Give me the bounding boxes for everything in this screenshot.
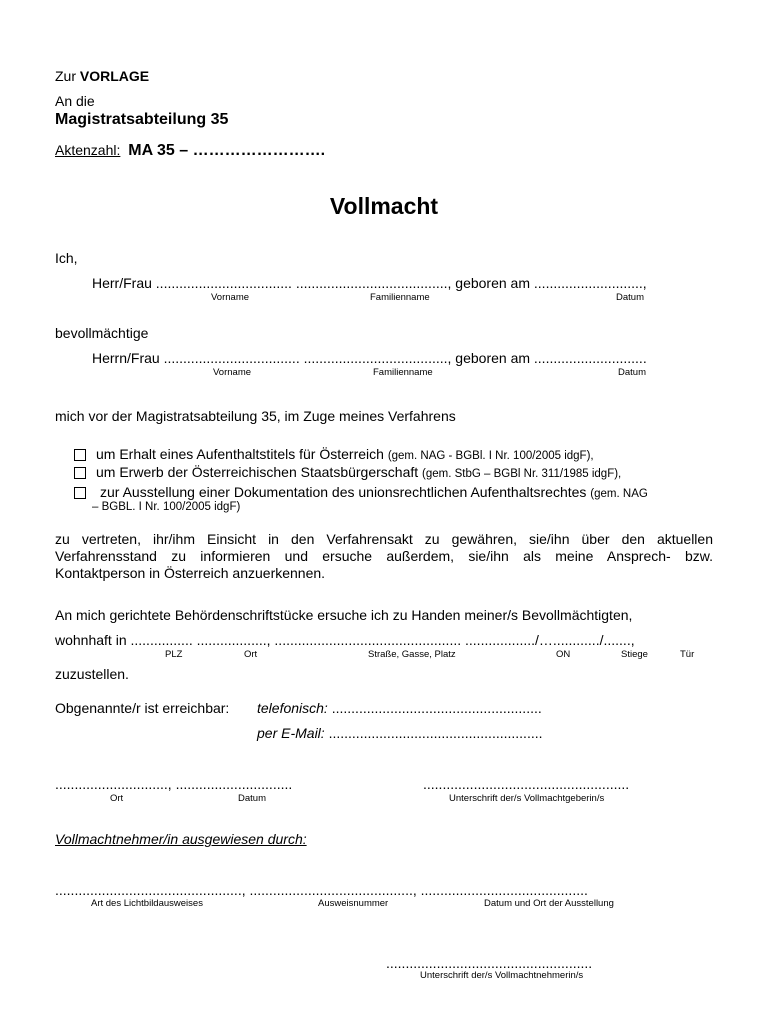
agent-label-datum: Datum xyxy=(618,367,646,378)
agent-label-vorname: Vorname xyxy=(213,367,252,378)
principal-label-datum: Datum xyxy=(616,292,644,303)
option-dokumentation-ref-continued: – BGBL. I Nr. 100/2005 idgF) xyxy=(92,501,241,513)
signature1-place-date-dots: ............................., .............................. xyxy=(55,776,293,792)
reachable-label: Obgenannte/r ist erreichbar: xyxy=(55,700,230,716)
address-label-plz: PLZ xyxy=(165,649,183,660)
header-zur: Zur xyxy=(55,68,76,84)
aktenzahl-label: Aktenzahl: xyxy=(55,142,121,158)
id-label-art: Art des Lichtbildausweises xyxy=(91,898,203,909)
paragraph-line-3: Kontaktperson in Österreich anzuerkennen. xyxy=(55,565,326,581)
id-label-datum-ort: Datum und Ort der Ausstellung xyxy=(484,898,614,909)
signature1-signature-dots: ..................................................... xyxy=(423,776,630,792)
bevollmaechtige-label: bevollmächtige xyxy=(55,325,149,341)
zuzustellen-text: zuzustellen. xyxy=(55,666,129,682)
address-label-stiege: Stiege xyxy=(621,649,648,660)
paragraph-line-2: Verfahrensstand zu informieren und ersuche außerdem, sie/ihn als meine Ansprech- bzw. xyxy=(55,548,713,564)
option-dokumentation-label: zur Ausstellung einer Dokumentation des unionsrechtlichen Aufenthaltsrechtes xyxy=(100,484,587,500)
option-aufenthaltstitel-ref: (gem. NAG - BGBl. I Nr. 100/2005 idgF), xyxy=(387,450,594,462)
principal-label-familienname: Familienname xyxy=(370,292,430,303)
option-aufenthaltstitel-label: um Erhalt eines Aufenthaltstitels für Österreich xyxy=(96,446,384,462)
id-label-nummer: Ausweisnummer xyxy=(318,898,389,909)
identified-heading: Vollmachtnehmer/in ausgewiesen durch: xyxy=(55,831,307,847)
option-aufenthaltstitel xyxy=(96,446,594,465)
paragraph-line-1: zu vertreten, ihr/ihm Einsicht in den Verfahrensakt zu gewähren, sie/ihn über den aktuellen xyxy=(55,531,713,547)
reachable-phone xyxy=(257,700,542,717)
option-staatsbuergerschaft-label: um Erwerb der Österreichischen Staatsbürgerschaft xyxy=(96,464,419,480)
delivery-text: An mich gerichtete Behördenschriftstücke ersuche ich zu Handen meiner/s Bevollmächtigten, xyxy=(55,607,633,623)
signature1-label-unterschrift: Unterschrift der/s Vollmachtgeberin/s xyxy=(449,793,605,804)
signature2-label: Unterschrift der/s Vollmachtnehmerin/s xyxy=(420,970,584,981)
principal-label-vorname: Vorname xyxy=(211,292,250,303)
email-label: per E-Mail: xyxy=(257,725,325,741)
header-aktenzahl xyxy=(55,142,325,159)
phone-dots: ...................................................... xyxy=(331,700,542,716)
reachable-email xyxy=(257,725,543,742)
header-vorlage: VORLAGE xyxy=(79,68,150,84)
ich-label: Ich, xyxy=(55,250,78,266)
aktenzahl-value: MA 35 – ……………………. xyxy=(128,142,326,159)
id-line: ................................................, .........................................., ........................................... xyxy=(55,882,588,898)
email-dots: ....................................................... xyxy=(328,725,543,741)
address-label-strasse: Straße, Gasse, Platz xyxy=(368,649,456,660)
address-line: wohnhaft in ................ .................., ................................................ ................../…............/......., xyxy=(55,632,635,648)
address-label-on: ON xyxy=(556,649,571,660)
phone-label: telefonisch: xyxy=(257,700,328,716)
address-label-tuer: Tür xyxy=(680,649,695,660)
option-staatsbuergerschaft-checkbox[interactable] xyxy=(74,467,86,479)
signature1-label-datum: Datum xyxy=(238,793,266,804)
option-dokumentation-checkbox[interactable] xyxy=(74,487,86,499)
option-aufenthaltstitel-checkbox[interactable] xyxy=(74,449,86,461)
principal-line: Herr/Frau ................................... ......................................., geboren am ............................, xyxy=(92,275,647,291)
header-zur-vorlage xyxy=(55,68,149,85)
agent-label-familienname: Familienname xyxy=(373,367,433,378)
option-staatsbuergerschaft-ref: (gem. StbG – BGBl Nr. 311/1985 idgF), xyxy=(422,468,622,480)
option-staatsbuergerschaft xyxy=(96,464,621,483)
signature1-label-ort: Ort xyxy=(110,793,124,804)
intro-text: mich vor der Magistratsabteilung 35, im Zuge meines Verfahrens xyxy=(55,408,456,424)
page-title: Vollmacht xyxy=(329,193,439,219)
agent-line: Herrn/Frau ................................... ....................................., geboren am ............................. xyxy=(92,350,647,366)
header-office: Magistratsabteilung 35 xyxy=(55,111,229,128)
option-dokumentation-ref: (gem. NAG xyxy=(590,488,648,500)
header-an-die: An die xyxy=(55,93,95,109)
signature2-dots: ..................................................... xyxy=(386,955,593,971)
address-label-ort: Ort xyxy=(244,649,258,660)
